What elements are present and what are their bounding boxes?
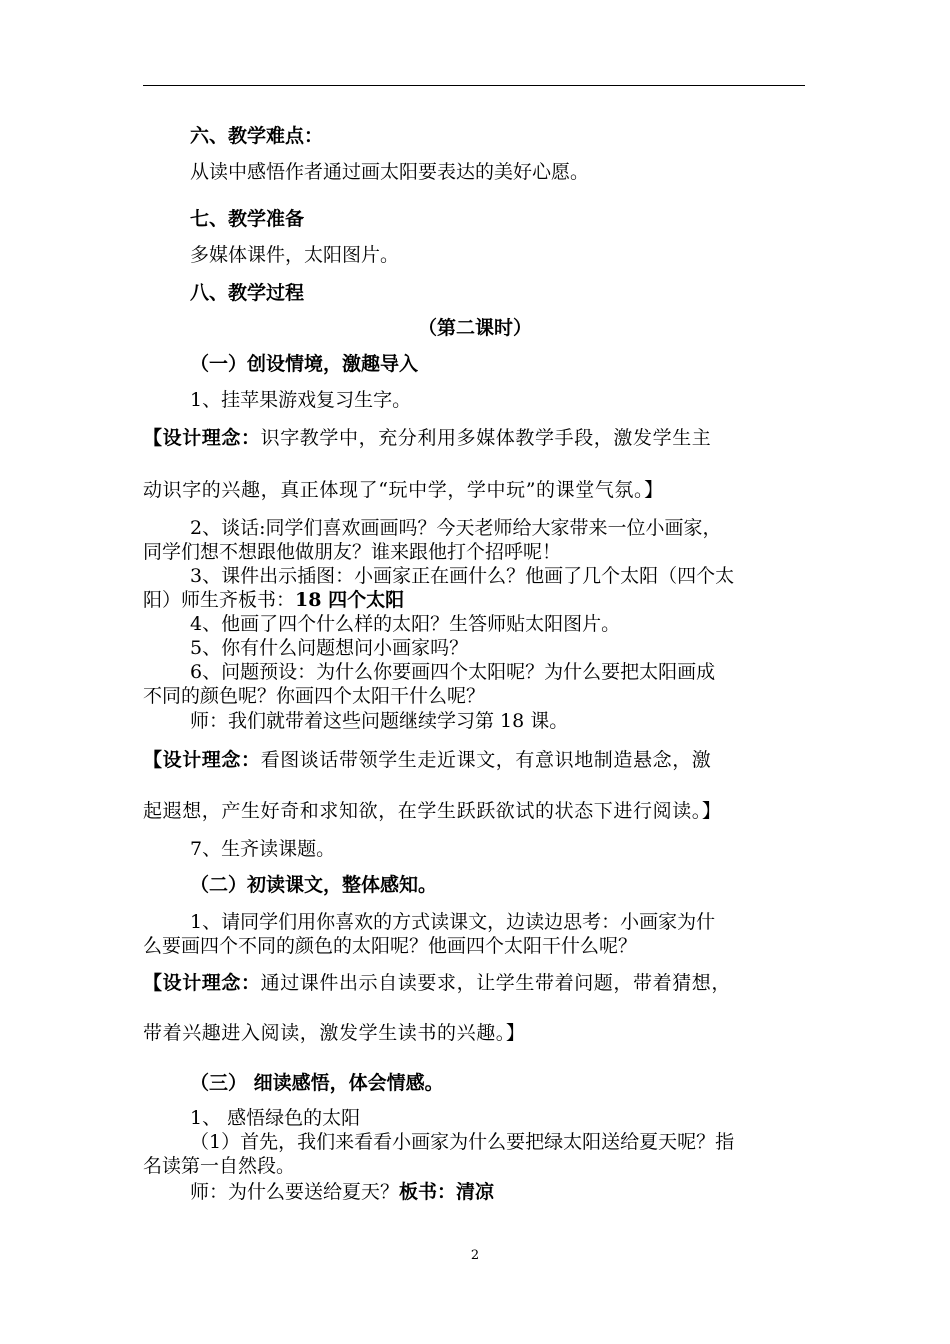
teacher-question-text: 师：为什么要送给夏天？ bbox=[190, 1181, 400, 1203]
section-1-item-7: 7、生齐读课题。 bbox=[190, 838, 336, 860]
section-1-item-6-line-1: 6、问题预设：为什么你要画四个太阳呢？为什么要把太阳画成 bbox=[190, 661, 716, 683]
section-3-sub-1-line-2: 名读第一自然段。 bbox=[143, 1155, 296, 1177]
item-3-text: 阳）师生齐板书： bbox=[143, 589, 296, 611]
design-note-label: 【设计理念： bbox=[143, 427, 261, 449]
heading-teaching-process: 八、教学过程 bbox=[190, 282, 305, 304]
section-1-title: （一）创设情境，激趣导入 bbox=[190, 353, 419, 375]
design-note-text: 看图谈话带领学生走近课文，有意识地制造悬念，激 bbox=[260, 749, 712, 771]
section-3-item-1: 1、 感悟绿色的太阳 bbox=[190, 1107, 361, 1129]
section-1-item-3-line-2 bbox=[143, 588, 404, 612]
section-3-sub-1-line-1: （1）首先，我们来看看小画家为什么要把绿太阳送给夏天呢？指 bbox=[190, 1131, 735, 1153]
section-1-item-5: 5、你有什么问题想问小画家吗？ bbox=[190, 637, 469, 659]
board-writing-label: 板书：清凉 bbox=[399, 1181, 495, 1203]
design-note-3-line-1 bbox=[143, 971, 731, 995]
design-note-2-line-1 bbox=[143, 748, 711, 772]
section-2-item-1-line-2: 么要画四个不同的颜色的太阳呢？他画四个太阳干什么呢？ bbox=[143, 935, 638, 957]
section-1-item-4: 4、他画了四个什么样的太阳？生答师贴太阳图片。 bbox=[190, 613, 621, 635]
design-note-1-line-2: 动识字的兴趣，真正体现了“玩中学，学中玩”的课堂气氛。】 bbox=[143, 479, 664, 501]
section-1-teacher-line: 师：我们就带着这些问题继续学习第 18 课。 bbox=[190, 710, 569, 732]
item-3-board-writing: 18 四个太阳 bbox=[295, 589, 405, 611]
heading-teaching-difficulty: 六、教学难点： bbox=[190, 125, 324, 147]
lesson-title: （第二课时） bbox=[417, 317, 532, 339]
design-note-label: 【设计理念： bbox=[143, 749, 261, 771]
design-note-1-line-1 bbox=[143, 426, 711, 450]
section-2-title: （二）初读课文，整体感知。 bbox=[190, 874, 438, 896]
header-rule bbox=[143, 85, 805, 86]
section-1-item-6-line-2: 不同的颜色呢？你画四个太阳干什么呢？ bbox=[143, 685, 486, 707]
section-1-item-2-line-1: 2、谈话:同学们喜欢画画吗？今天老师给大家带来一位小画家， bbox=[190, 517, 722, 539]
section-2-item-1-line-1: 1、请同学们用你喜欢的方式读课文，边读边思考：小画家为什 bbox=[190, 911, 716, 933]
page-number: 2 bbox=[470, 1248, 480, 1263]
preparation-text: 多媒体课件，太阳图片。 bbox=[190, 244, 400, 266]
design-note-text: 识字教学中，充分利用多媒体教学手段，激发学生主 bbox=[260, 427, 712, 449]
design-note-2-line-2: 起遐想，产生好奇和求知欲，在学生跃跃欲试的状态下进行阅读。】 bbox=[143, 800, 722, 822]
section-3-title: （三） 细读感悟，体会情感。 bbox=[190, 1072, 444, 1094]
difficulty-text: 从读中感悟作者通过画太阳要表达的美好心愿。 bbox=[190, 161, 590, 183]
section-1-item-3-line-1: 3、课件出示插图：小画家正在画什么？他画了几个太阳（四个太 bbox=[190, 565, 735, 587]
design-note-3-line-2: 带着兴趣进入阅读，激发学生读书的兴趣。】 bbox=[143, 1022, 526, 1044]
section-1-item-1: 1、挂苹果游戏复习生字。 bbox=[190, 389, 412, 411]
section-3-teacher-question bbox=[190, 1180, 494, 1204]
design-note-label: 【设计理念： bbox=[143, 972, 261, 994]
design-note-text: 通过课件出示自读要求，让学生带着问题，带着猜想， bbox=[260, 972, 732, 994]
section-1-item-2-line-2: 同学们想不想跟他做朋友？谁来跟他打个招呼呢！ bbox=[143, 541, 562, 563]
heading-teaching-preparation: 七、教学准备 bbox=[190, 208, 305, 230]
